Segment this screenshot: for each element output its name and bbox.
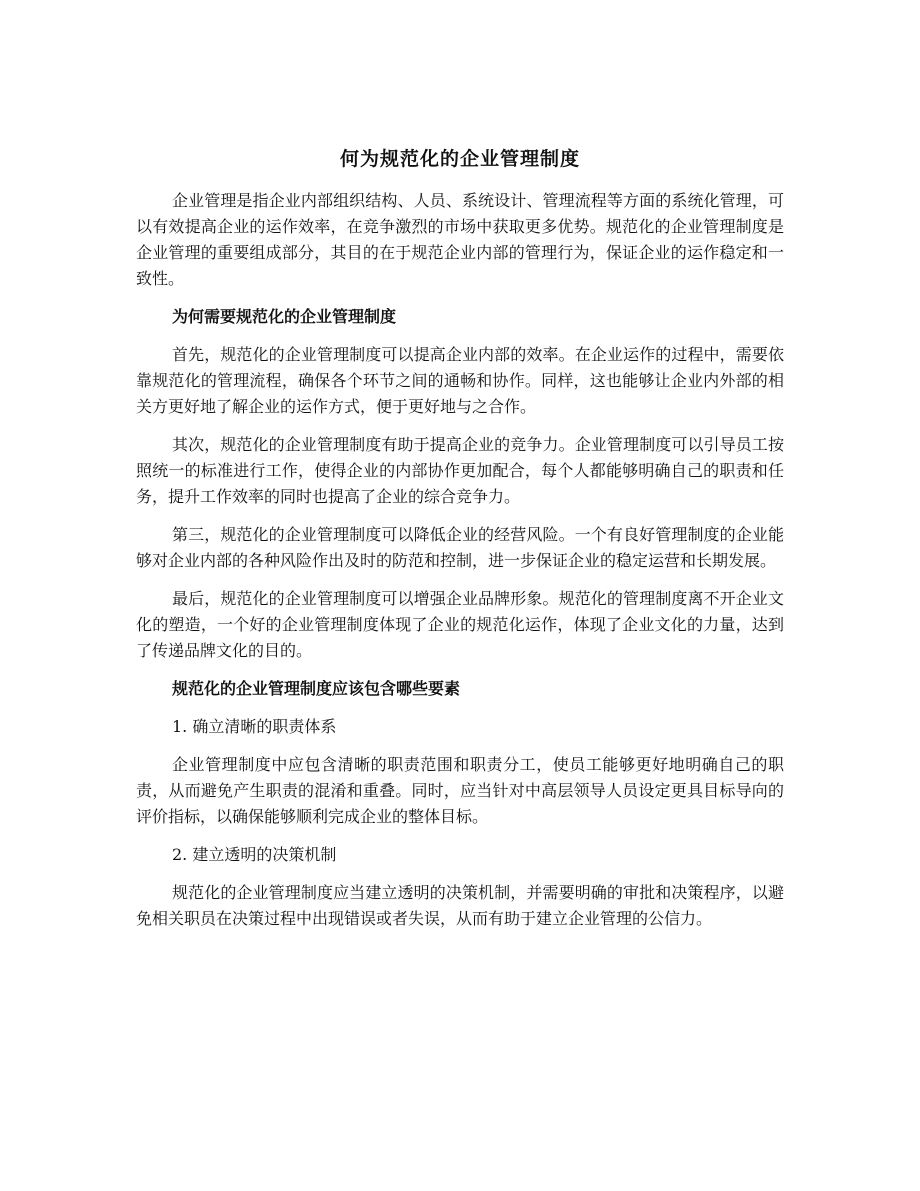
document-title: 何为规范化的企业管理制度 (339, 148, 580, 170)
item-text-decision: 规范化的企业管理制度应当建立透明的决策机制，并需要明确的审批和决策程序，以避免相关职员在决策过程中出现错误或者失误，从而有助于建立企业管理的公信力。 (136, 883, 784, 928)
paragraph-first: 首先，规范化的企业管理制度可以提高企业内部的效率。在企业运作的过程中，需要依靠规范化的管理流程，确保各个环节之间的通畅和协作。同样，这也能够让企业内外部的相关方更好地了解企业的运作方式，便于更好地与之合作。 (136, 345, 784, 416)
paragraph-last: 最后，规范化的企业管理制度可以增强企业品牌形象。规范化的管理制度离不开企业文化的塑造，一个好的企业管理制度体现了企业的规范化运作，体现了企业文化的力量，达到了传递品牌文化的目的。 (136, 589, 784, 660)
item-title-decision: 2. 建立透明的决策机制 (172, 845, 337, 864)
section-heading-elements: 规范化的企业管理制度应该包含哪些要素 (172, 679, 461, 698)
item-text-responsibility: 企业管理制度中应包含清晰的职责范围和职责分工，使员工能够更好地明确自己的职责，从而避免产生职责的混淆和重叠。同时，应当针对中高层领导人员设定更具目标导向的评价指标，以确保能够顺利完成企业的整体目标。 (136, 755, 784, 826)
item-title-responsibility: 1. 确立清晰的职责体系 (172, 717, 337, 736)
document-page (136, 144, 784, 944)
section-heading-why: 为何需要规范化的企业管理制度 (172, 307, 397, 326)
intro-paragraph: 企业管理是指企业内部组织结构、人员、系统设计、管理流程等方面的系统化管理，可以有效提高企业的运作效率，在竞争激烈的市场中获取更多优势。规范化的企业管理制度是企业管理的重要组成部分，其目的在于规范企业内部的管理行为，保证企业的运作稳定和一致性。 (136, 191, 784, 288)
paragraph-third: 第三，规范化的企业管理制度可以降低企业的经营风险。一个有良好管理制度的企业能够对企业内部的各种风险作出及时的防范和控制，进一步保证企业的稳定运营和长期发展。 (136, 525, 784, 570)
paragraph-second: 其次，规范化的企业管理制度有助于提高企业的竞争力。企业管理制度可以引导员工按照统一的标准进行工作，使得企业的内部协作更加配合，每个人都能够明确自己的职责和任务，提升工作效率的同时也提高了企业的综合竞争力。 (136, 435, 784, 506)
